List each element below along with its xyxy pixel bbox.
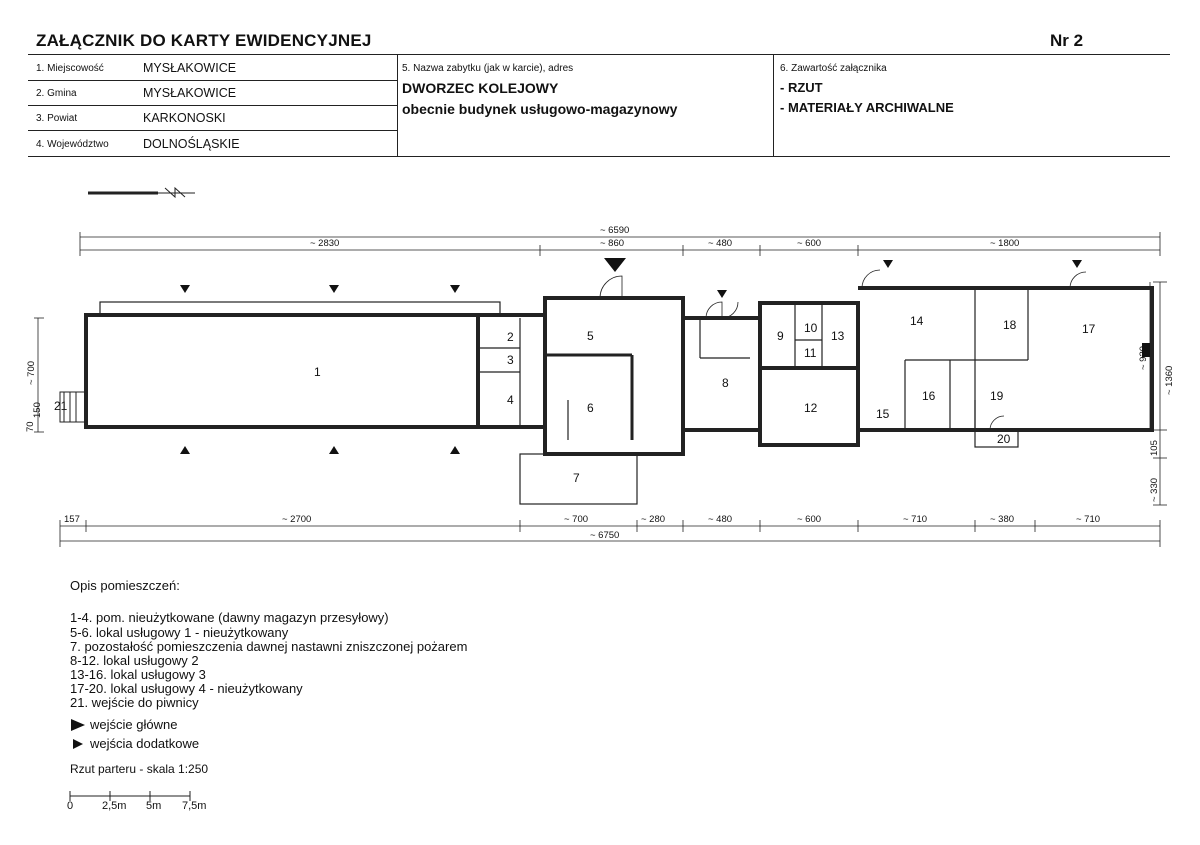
side-entrance-icon <box>883 260 893 268</box>
dim-left-1: ~ 700 <box>26 360 37 385</box>
side-entrance-icon <box>329 446 339 454</box>
room-9: 9 <box>777 329 784 343</box>
room-8: 8 <box>722 376 729 390</box>
main-entrance-icon <box>70 718 86 732</box>
legend-side-entrances-label: wejścia dodatkowe <box>90 736 200 751</box>
legend-item: 21. wejście do piwnicy <box>70 695 199 710</box>
main-entrance-icon <box>604 258 626 272</box>
legend-item: 7. pozostałość pomieszczenia dawnej nastawni zniszczonej pożarem <box>70 639 468 654</box>
commune-label: 2. Gmina <box>36 88 77 99</box>
dim-bottom-3: ~ 700 <box>564 514 589 525</box>
side-entrance-icon <box>450 285 460 293</box>
document-number: Nr 2 <box>1050 31 1084 50</box>
dim-bottom-total: ~ 6750 <box>590 530 620 541</box>
dim-bottom-2: ~ 2700 <box>282 514 312 525</box>
room-21: 21 <box>54 399 68 413</box>
voivodeship-label: 4. Województwo <box>36 139 109 150</box>
page-title: ZAŁĄCZNIK DO KARTY EWIDENCYJNEJ <box>36 31 372 50</box>
monument-current-use: obecnie budynek usługowo-magazynowy <box>402 101 678 117</box>
dim-right-3: 105 <box>1149 440 1160 456</box>
county-label: 3. Powiat <box>36 113 78 124</box>
dim-top-total: ~ 6590 <box>600 225 630 236</box>
scale-caption: Rzut parteru - skala 1:250 <box>70 762 209 776</box>
room-6: 6 <box>587 401 594 415</box>
room-11: 11 <box>804 346 817 360</box>
side-entrance-icon <box>70 737 86 751</box>
dim-bottom-6: ~ 600 <box>797 514 822 525</box>
dim-bottom-1: 157 <box>64 514 80 525</box>
dim-right-2: ~ 1360 <box>1164 365 1175 395</box>
legend-main-entrance <box>70 717 177 732</box>
side-entrance-icon <box>450 446 460 454</box>
scale-tick-3: 7,5m <box>182 800 207 812</box>
legend-item: 8-12. lokal usługowy 2 <box>70 653 199 668</box>
room-13: 13 <box>831 329 845 343</box>
commune-value: MYSŁAKOWICE <box>143 86 237 100</box>
legend-item: 13-16. lokal usługowy 3 <box>70 667 206 682</box>
room-15: 15 <box>876 407 890 421</box>
scale-tick-0: 0 <box>67 800 74 812</box>
dim-top-5: ~ 1800 <box>990 238 1020 249</box>
county-value: KARKONOSKI <box>143 111 226 125</box>
monument-name: DWORZEC KOLEJOWY <box>402 80 559 96</box>
room-5: 5 <box>587 329 594 343</box>
room-19: 19 <box>990 389 1004 403</box>
dim-bottom-7: ~ 710 <box>903 514 928 525</box>
scale-tick-2: 5m <box>146 800 162 812</box>
dim-left-3: 70 <box>25 421 36 432</box>
side-entrance-icon <box>180 446 190 454</box>
room-10: 10 <box>804 321 818 335</box>
monument-label: 5. Nazwa zabytku (jak w karcie), adres <box>402 63 574 74</box>
dim-top-3: ~ 480 <box>708 238 733 249</box>
legend-side-entrances <box>70 736 199 751</box>
dim-bottom-9: ~ 710 <box>1076 514 1101 525</box>
dim-top-2: ~ 860 <box>600 238 625 249</box>
room-7: 7 <box>573 471 580 485</box>
contents-item-plan: - RZUT <box>780 80 823 95</box>
building-walls <box>86 288 1152 454</box>
room-2: 2 <box>507 330 514 344</box>
room-1: 1 <box>314 365 321 379</box>
contents-label: 6. Zawartość załącznika <box>780 63 887 74</box>
interior-walls <box>100 288 1028 504</box>
locality-value: MYSŁAKOWICE <box>143 61 237 75</box>
room-14: 14 <box>910 314 924 328</box>
dim-top-1: ~ 2830 <box>310 238 340 249</box>
dim-bottom-4: ~ 280 <box>641 514 666 525</box>
dim-bottom-8: ~ 380 <box>990 514 1015 525</box>
dim-top-4: ~ 600 <box>797 238 822 249</box>
legend-item: 17-20. lokal usługowy 4 - nieużytkowany <box>70 681 303 696</box>
legend-heading: Opis pomieszczeń: <box>70 578 180 593</box>
side-entrance-icon <box>1072 260 1082 268</box>
room-20: 20 <box>997 432 1011 446</box>
dim-left-2: 150 <box>32 402 43 418</box>
side-entrance-icon <box>329 285 339 293</box>
dim-bottom-5: ~ 480 <box>708 514 733 525</box>
legend-item: 5-6. lokal usługowy 1 - nieużytkowany <box>70 625 289 640</box>
door-swings <box>600 270 1086 430</box>
legend-main-entrance-label: wejście główne <box>90 717 178 732</box>
room-18: 18 <box>1003 318 1017 332</box>
room-16: 16 <box>922 389 936 403</box>
north-arrow-icon <box>88 188 195 197</box>
voivodeship-value: DOLNOŚLĄSKIE <box>143 137 240 151</box>
room-4: 4 <box>507 393 514 407</box>
room-12: 12 <box>804 401 818 415</box>
side-entrance-icon <box>717 290 727 298</box>
side-entrance-icon <box>180 285 190 293</box>
locality-label: 1. Miejscowość <box>36 63 104 74</box>
room-3: 3 <box>507 353 514 367</box>
dim-right-4: ~ 330 <box>1149 477 1160 502</box>
contents-item-archives: - MATERIAŁY ARCHIWALNE <box>780 100 954 115</box>
room-17: 17 <box>1082 322 1096 336</box>
legend-item: 1-4. pom. nieużytkowane (dawny magazyn przesyłowy) <box>70 610 389 625</box>
scale-tick-1: 2,5m <box>102 800 127 812</box>
dim-right-1: ~ 920 <box>1138 345 1149 370</box>
